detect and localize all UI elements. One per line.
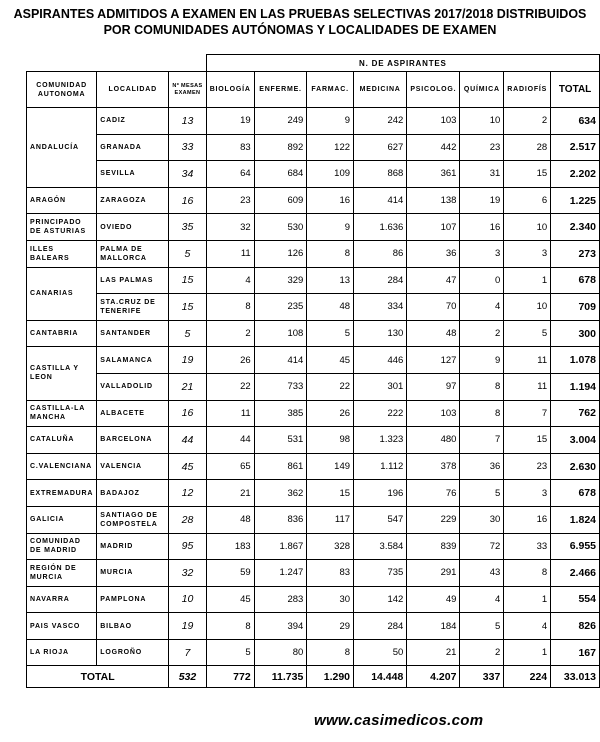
value-cell: 70 (407, 294, 460, 321)
mesas-cell: 95 (169, 533, 206, 560)
mesas-cell: 5 (169, 320, 206, 347)
value-cell: 45 (307, 347, 354, 374)
row-total-cell: 273 (551, 240, 600, 267)
value-cell: 26 (206, 347, 254, 374)
footer-website: www.casimedicos.com (314, 712, 484, 729)
totals-value-cell: 1.290 (307, 666, 354, 688)
value-cell: 2 (460, 320, 504, 347)
value-cell: 4 (460, 294, 504, 321)
localidad-cell: SANTANDER (97, 320, 169, 347)
value-cell: 8 (504, 560, 551, 587)
row-total-cell: 2.202 (551, 161, 600, 188)
table-row (27, 267, 600, 294)
value-cell: 1.636 (354, 214, 407, 241)
value-cell: 284 (354, 267, 407, 294)
value-cell: 103 (407, 400, 460, 427)
value-cell: 222 (354, 400, 407, 427)
value-cell: 291 (407, 560, 460, 587)
table-row (27, 613, 600, 640)
value-cell: 15 (504, 161, 551, 188)
mesas-cell: 16 (169, 187, 206, 214)
table-row (27, 373, 600, 400)
value-cell: 11 (206, 240, 254, 267)
value-cell: 414 (254, 347, 307, 374)
row-total-cell: 762 (551, 400, 600, 427)
value-cell: 684 (254, 161, 307, 188)
value-cell: 184 (407, 613, 460, 640)
comunidad-cell: ANDALUCÍA (27, 108, 97, 188)
value-cell: 480 (407, 427, 460, 454)
localidad-cell: ALBACETE (97, 400, 169, 427)
mesas-cell: 5 (169, 240, 206, 267)
value-cell: 15 (504, 427, 551, 454)
value-cell: 5 (206, 639, 254, 666)
value-cell: 59 (206, 560, 254, 587)
value-cell: 530 (254, 214, 307, 241)
value-cell: 196 (354, 480, 407, 507)
comunidad-cell: LA RIOJA (27, 639, 97, 666)
value-cell: 229 (407, 506, 460, 533)
value-cell: 9 (307, 214, 354, 241)
value-cell: 138 (407, 187, 460, 214)
mesas-cell: 34 (169, 161, 206, 188)
value-cell: 1.112 (354, 453, 407, 480)
value-cell: 8 (206, 294, 254, 321)
value-cell: 83 (206, 134, 254, 161)
value-cell: 8 (307, 639, 354, 666)
localidad-cell: VALENCIA (97, 453, 169, 480)
value-cell: 9 (307, 108, 354, 135)
value-cell: 11 (206, 400, 254, 427)
comunidad-cell: CANARIAS (27, 267, 97, 320)
value-cell: 2 (504, 108, 551, 135)
table-row (27, 480, 600, 507)
title-line-1: ASPIRANTES ADMITIDOS A EXAMEN EN LAS PRUEBAS SELECTIVAS 2017/2018 DISTRIBUIDOS (13, 7, 587, 21)
value-cell: 1 (504, 639, 551, 666)
row-total-cell: 1.824 (551, 506, 600, 533)
value-cell: 80 (254, 639, 307, 666)
localidad-cell: PAMPLONA (97, 586, 169, 613)
value-cell: 414 (354, 187, 407, 214)
localidad-header: LOCALIDAD (97, 72, 169, 108)
value-cell: 83 (307, 560, 354, 587)
table-row (27, 639, 600, 666)
value-cell: 3 (460, 240, 504, 267)
table-row (27, 214, 600, 241)
value-cell: 0 (460, 267, 504, 294)
comunidad-cell: COMUNIDAD DE MADRID (27, 533, 97, 560)
value-cell: 126 (254, 240, 307, 267)
value-cell: 5 (460, 613, 504, 640)
row-total-cell: 2.466 (551, 560, 600, 587)
comunidad-header: COMUNIDAD AUTONOMA (27, 72, 97, 108)
row-total-cell: 1.078 (551, 347, 600, 374)
row-total-cell: 3.004 (551, 427, 600, 454)
value-cell: 735 (354, 560, 407, 587)
value-cell: 3 (504, 480, 551, 507)
localidad-cell: LOGROÑO (97, 639, 169, 666)
mesas-cell: 45 (169, 453, 206, 480)
value-cell: 44 (206, 427, 254, 454)
comunidad-cell: CANTABRIA (27, 320, 97, 347)
value-cell: 86 (354, 240, 407, 267)
comunidad-cell: C.VALENCIANA (27, 453, 97, 480)
value-cell: 16 (504, 506, 551, 533)
value-cell: 13 (307, 267, 354, 294)
value-cell: 1.867 (254, 533, 307, 560)
totals-mesas-cell: 532 (169, 666, 206, 688)
value-cell: 64 (206, 161, 254, 188)
value-cell: 183 (206, 533, 254, 560)
table-row (27, 320, 600, 347)
mesas-cell: 7 (169, 639, 206, 666)
mesas-cell: 33 (169, 134, 206, 161)
comunidad-cell: REGIÓN DE MURCIA (27, 560, 97, 587)
value-cell: 627 (354, 134, 407, 161)
value-cell: 76 (407, 480, 460, 507)
localidad-cell: BARCELONA (97, 427, 169, 454)
value-cell: 107 (407, 214, 460, 241)
totals-value-cell: 224 (504, 666, 551, 688)
comunidad-cell: CASTILLA Y LEON (27, 347, 97, 400)
value-cell: 43 (460, 560, 504, 587)
comunidad-cell: CATALUÑA (27, 427, 97, 454)
table-row (27, 453, 600, 480)
value-cell: 36 (407, 240, 460, 267)
value-cell: 149 (307, 453, 354, 480)
localidad-cell: PALMA DE MALLORCA (97, 240, 169, 267)
value-cell: 103 (407, 108, 460, 135)
mesas-cell: 13 (169, 108, 206, 135)
value-cell: 284 (354, 613, 407, 640)
comunidad-cell: CASTILLA-LA MANCHA (27, 400, 97, 427)
value-cell: 235 (254, 294, 307, 321)
localidad-cell: BILBAO (97, 613, 169, 640)
value-cell: 10 (460, 108, 504, 135)
row-total-cell: 1.194 (551, 373, 600, 400)
value-cell: 49 (407, 586, 460, 613)
value-cell: 142 (354, 586, 407, 613)
localidad-cell: VALLADOLID (97, 373, 169, 400)
value-cell: 1 (504, 586, 551, 613)
table-row (27, 506, 600, 533)
comunidad-cell: ILLES BALEARS (27, 240, 97, 267)
value-cell: 242 (354, 108, 407, 135)
col-header-enfermeria: ENFERME. (254, 72, 307, 108)
table-row (27, 187, 600, 214)
value-cell: 19 (460, 187, 504, 214)
localidad-cell: CADIZ (97, 108, 169, 135)
localidad-cell: GRANADA (97, 134, 169, 161)
aspirantes-table (26, 54, 600, 688)
value-cell: 109 (307, 161, 354, 188)
row-total-cell: 167 (551, 639, 600, 666)
value-cell: 29 (307, 613, 354, 640)
value-cell: 8 (307, 240, 354, 267)
localidad-cell: SEVILLA (97, 161, 169, 188)
value-cell: 23 (206, 187, 254, 214)
totals-value-cell: 14.448 (354, 666, 407, 688)
value-cell: 2 (460, 639, 504, 666)
value-cell: 21 (206, 480, 254, 507)
value-cell: 334 (354, 294, 407, 321)
table-row (27, 560, 600, 587)
mesas-cell: 35 (169, 214, 206, 241)
row-total-cell: 2.517 (551, 134, 600, 161)
value-cell: 2 (206, 320, 254, 347)
value-cell: 97 (407, 373, 460, 400)
mesas-cell: 28 (169, 506, 206, 533)
table-row (27, 427, 600, 454)
value-cell: 130 (354, 320, 407, 347)
value-cell: 531 (254, 427, 307, 454)
mesas-cell: 21 (169, 373, 206, 400)
table-row (27, 134, 600, 161)
value-cell: 45 (206, 586, 254, 613)
comunidad-cell: PRINCIPADO DE ASTURIAS (27, 214, 97, 241)
row-total-cell: 300 (551, 320, 600, 347)
value-cell: 23 (504, 453, 551, 480)
value-cell: 361 (407, 161, 460, 188)
mesas-cell: 44 (169, 427, 206, 454)
localidad-cell: SANTIAGO DE COMPOSTELA (97, 506, 169, 533)
value-cell: 26 (307, 400, 354, 427)
row-total-cell: 2.630 (551, 453, 600, 480)
title-line-2: POR COMUNIDADES AUTÓNOMAS Y LOCALIDADES DE EXAMEN (103, 23, 497, 37)
table-body (27, 55, 600, 688)
totals-value-cell: 337 (460, 666, 504, 688)
value-cell: 65 (206, 453, 254, 480)
value-cell: 72 (460, 533, 504, 560)
value-cell: 32 (206, 214, 254, 241)
table-row (27, 586, 600, 613)
value-cell: 609 (254, 187, 307, 214)
comunidad-cell: ARAGÓN (27, 187, 97, 214)
value-cell: 4 (504, 613, 551, 640)
comunidad-cell: GALICIA (27, 506, 97, 533)
row-total-cell: 2.340 (551, 214, 600, 241)
mesas-cell: 19 (169, 347, 206, 374)
value-cell: 301 (354, 373, 407, 400)
row-total-cell: 678 (551, 267, 600, 294)
mesas-cell: 12 (169, 480, 206, 507)
value-cell: 1.323 (354, 427, 407, 454)
localidad-cell: MADRID (97, 533, 169, 560)
localidad-cell: OVIEDO (97, 214, 169, 241)
value-cell: 108 (254, 320, 307, 347)
value-cell: 8 (460, 373, 504, 400)
mesas-header: Nº MESAS EXAMEN (169, 72, 206, 108)
row-total-cell: 1.225 (551, 187, 600, 214)
value-cell: 98 (307, 427, 354, 454)
localidad-cell: STA.CRUZ DE TENERIFE (97, 294, 169, 321)
value-cell: 283 (254, 586, 307, 613)
value-cell: 22 (307, 373, 354, 400)
mesas-cell: 16 (169, 400, 206, 427)
comunidad-cell: EXTREMADURA (27, 480, 97, 507)
table-row (27, 533, 600, 560)
value-cell: 547 (354, 506, 407, 533)
n-aspirantes-header: N. DE ASPIRANTES (206, 55, 599, 72)
col-header-biologia: BIOLOGÍA (206, 72, 254, 108)
value-cell: 28 (504, 134, 551, 161)
mesas-cell: 10 (169, 586, 206, 613)
value-cell: 10 (504, 214, 551, 241)
col-header-radiofisica: RADIOFÍS (504, 72, 551, 108)
row-total-cell: 709 (551, 294, 600, 321)
header-group-row (27, 55, 600, 72)
value-cell: 836 (254, 506, 307, 533)
value-cell: 3 (504, 240, 551, 267)
col-header-medicina: MEDICINA (354, 72, 407, 108)
value-cell: 11 (504, 347, 551, 374)
col-header-psicologia: PSICOLOG. (407, 72, 460, 108)
value-cell: 23 (460, 134, 504, 161)
value-cell: 329 (254, 267, 307, 294)
mesas-cell: 15 (169, 267, 206, 294)
col-header-total: TOTAL (551, 72, 600, 108)
localidad-cell: BADAJOZ (97, 480, 169, 507)
mesas-cell: 19 (169, 613, 206, 640)
value-cell: 16 (460, 214, 504, 241)
col-header-farmacia: FARMAC. (307, 72, 354, 108)
value-cell: 328 (307, 533, 354, 560)
mesas-cell: 15 (169, 294, 206, 321)
value-cell: 50 (354, 639, 407, 666)
value-cell: 7 (460, 427, 504, 454)
value-cell: 1.247 (254, 560, 307, 587)
header-row (27, 72, 600, 108)
row-total-cell: 826 (551, 613, 600, 640)
table-row (27, 294, 600, 321)
comunidad-cell: PAIS VASCO (27, 613, 97, 640)
value-cell: 48 (206, 506, 254, 533)
value-cell: 47 (407, 267, 460, 294)
value-cell: 5 (307, 320, 354, 347)
empty-header-cell (27, 55, 207, 72)
value-cell: 378 (407, 453, 460, 480)
value-cell: 6 (504, 187, 551, 214)
grand-total-cell: 33.013 (551, 666, 600, 688)
localidad-cell: ZARAGOZA (97, 187, 169, 214)
row-total-cell: 554 (551, 586, 600, 613)
table-row (27, 240, 600, 267)
value-cell: 249 (254, 108, 307, 135)
value-cell: 394 (254, 613, 307, 640)
value-cell: 868 (354, 161, 407, 188)
value-cell: 8 (206, 613, 254, 640)
value-cell: 10 (504, 294, 551, 321)
table-row (27, 161, 600, 188)
totals-value-cell: 4.207 (407, 666, 460, 688)
value-cell: 48 (407, 320, 460, 347)
value-cell: 22 (206, 373, 254, 400)
value-cell: 11 (504, 373, 551, 400)
localidad-cell: MURCIA (97, 560, 169, 587)
col-header-quimica: QUÍMICA (460, 72, 504, 108)
value-cell: 33 (504, 533, 551, 560)
value-cell: 117 (307, 506, 354, 533)
page-title (0, 6, 600, 38)
totals-value-cell: 11.735 (254, 666, 307, 688)
table-row (27, 400, 600, 427)
value-cell: 1 (504, 267, 551, 294)
value-cell: 122 (307, 134, 354, 161)
table-row (27, 108, 600, 135)
value-cell: 9 (460, 347, 504, 374)
totals-row (27, 666, 600, 688)
totals-value-cell: 772 (206, 666, 254, 688)
localidad-cell: SALAMANCA (97, 347, 169, 374)
table-row (27, 347, 600, 374)
value-cell: 446 (354, 347, 407, 374)
value-cell: 4 (460, 586, 504, 613)
value-cell: 30 (307, 586, 354, 613)
value-cell: 839 (407, 533, 460, 560)
value-cell: 5 (504, 320, 551, 347)
value-cell: 7 (504, 400, 551, 427)
value-cell: 362 (254, 480, 307, 507)
value-cell: 21 (407, 639, 460, 666)
mesas-cell: 32 (169, 560, 206, 587)
value-cell: 127 (407, 347, 460, 374)
value-cell: 385 (254, 400, 307, 427)
row-total-cell: 634 (551, 108, 600, 135)
value-cell: 19 (206, 108, 254, 135)
value-cell: 31 (460, 161, 504, 188)
comunidad-cell: NAVARRA (27, 586, 97, 613)
value-cell: 15 (307, 480, 354, 507)
value-cell: 16 (307, 187, 354, 214)
localidad-cell: LAS PALMAS (97, 267, 169, 294)
row-total-cell: 678 (551, 480, 600, 507)
totals-label: TOTAL (27, 666, 169, 688)
value-cell: 30 (460, 506, 504, 533)
row-total-cell: 6.955 (551, 533, 600, 560)
value-cell: 442 (407, 134, 460, 161)
value-cell: 5 (460, 480, 504, 507)
value-cell: 48 (307, 294, 354, 321)
value-cell: 892 (254, 134, 307, 161)
value-cell: 36 (460, 453, 504, 480)
value-cell: 861 (254, 453, 307, 480)
value-cell: 733 (254, 373, 307, 400)
value-cell: 8 (460, 400, 504, 427)
value-cell: 3.584 (354, 533, 407, 560)
value-cell: 4 (206, 267, 254, 294)
